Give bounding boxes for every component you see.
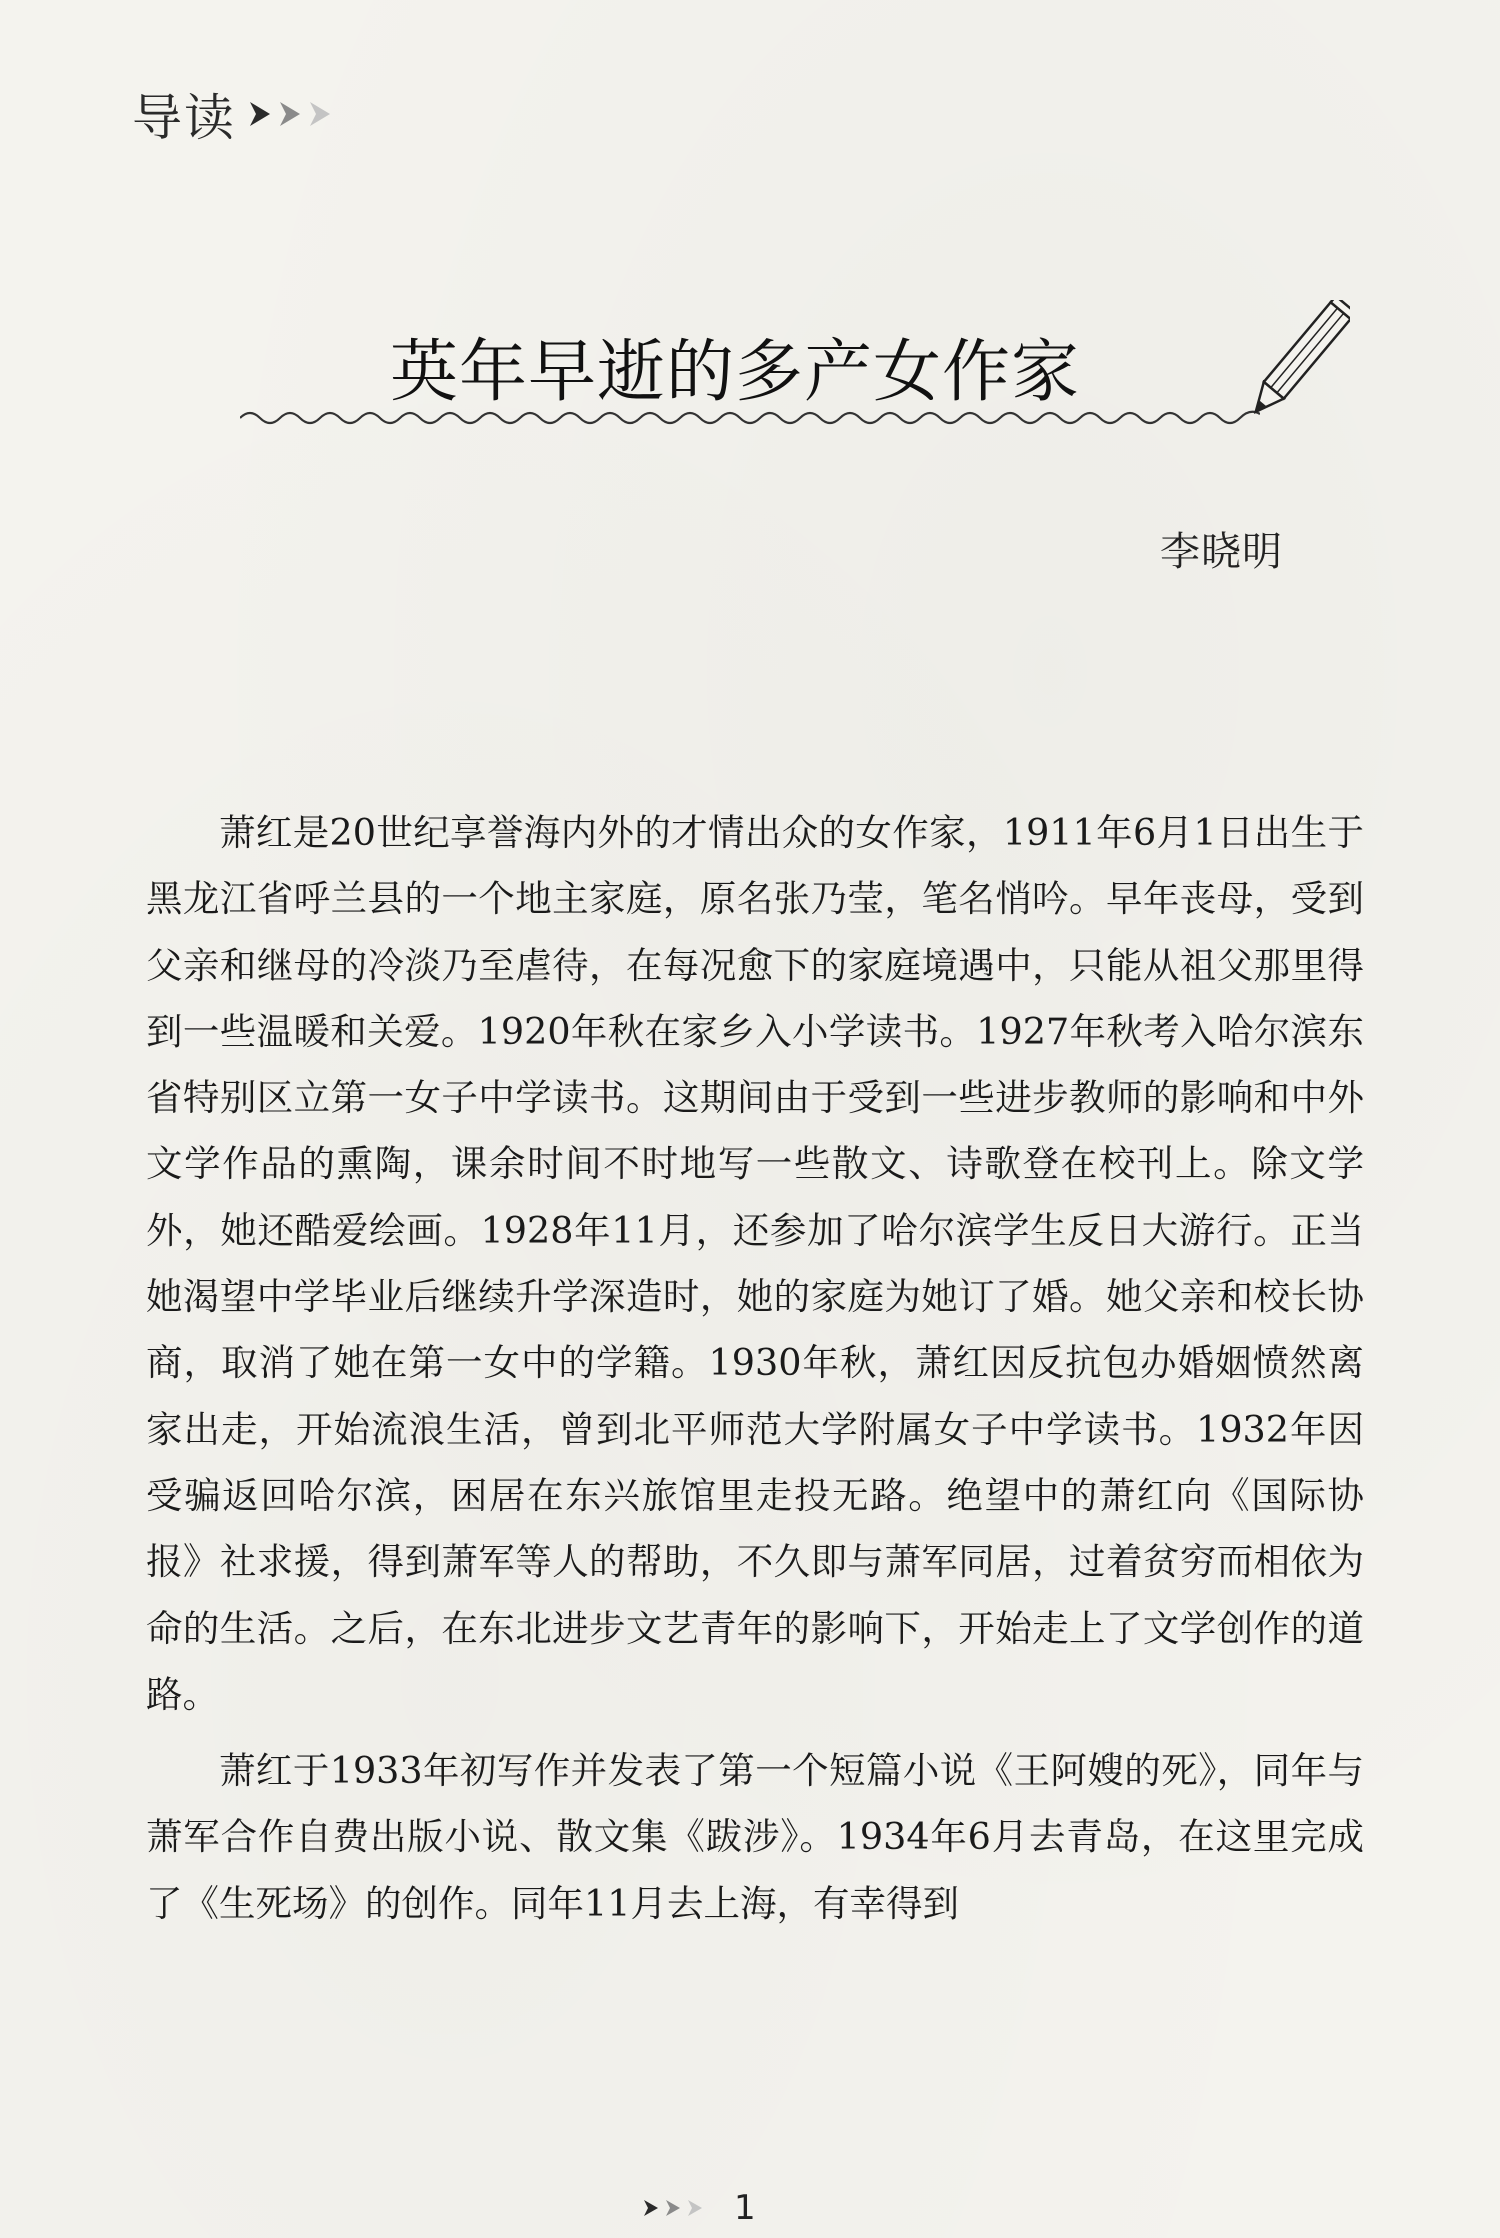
- wavy-underline-decoration: [240, 400, 1260, 440]
- section-label-text: 导读: [132, 89, 236, 147]
- article-title: 英年早逝的多产女作家: [390, 333, 1081, 412]
- article-body: [146, 800, 1364, 1947]
- page-number: 1: [734, 2188, 756, 2228]
- section-label: [132, 78, 354, 150]
- body-paragraph: 萧红是20世纪享誉海内外的才情出众的女作家，1911年6月1日出生于黑龙江省呼兰县的一个地主家庭，原名张乃莹，笔名悄吟。早年丧母，受到父亲和继母的冷淡乃至虐待，在每况愈下的家庭境遇中，只能从祖父那里得到一些温暖和关爱。1920年秋在家乡入小学读书。1927年秋考入哈尔滨东省特别区立第一女子中学读书。这期间由于受到一些进步教师的影响和中外文学作品的熏陶，课余时间不时地写一些散文、诗歌登在校刊上。除文学外，她还酷爱绘画。1928年11月，还参加了哈尔滨学生反日大游行。正当她渴望中学毕业后继续升学深造时，她的家庭为她订了婚。她父亲和校长协商，取消了她在第一女中的学籍。1930年秋，萧红因反抗包办婚姻愤然离家出走，开始流浪生活，曾到北平师范大学附属女子中学读书。1932年因受骗返回哈尔滨，困居在东兴旅馆里走投无路。绝望中的萧红向《国际协报》社求援，得到萧军等人的帮助，不久即与萧军同居，过着贫穷而相依为命的生活。之后，在东北进步文艺青年的影响下，开始走上了文学创作的道路。: [146, 811, 1364, 1716]
- page-footer: [640, 2188, 756, 2228]
- triple-chevron-icon: [640, 2195, 720, 2221]
- triple-chevron-icon: [244, 94, 354, 134]
- body-paragraph: 萧红于1933年初写作并发表了第一个短篇小说《王阿嫂的死》，同年与萧军合作自费出版小说、散文集《跋涉》。1934年6月去青岛，在这里完成了《生死场》的创作。同年11月去上海，有幸得到: [146, 1749, 1364, 1925]
- pencil-icon: [1240, 300, 1350, 430]
- article-author: 李晓明: [1160, 529, 1283, 575]
